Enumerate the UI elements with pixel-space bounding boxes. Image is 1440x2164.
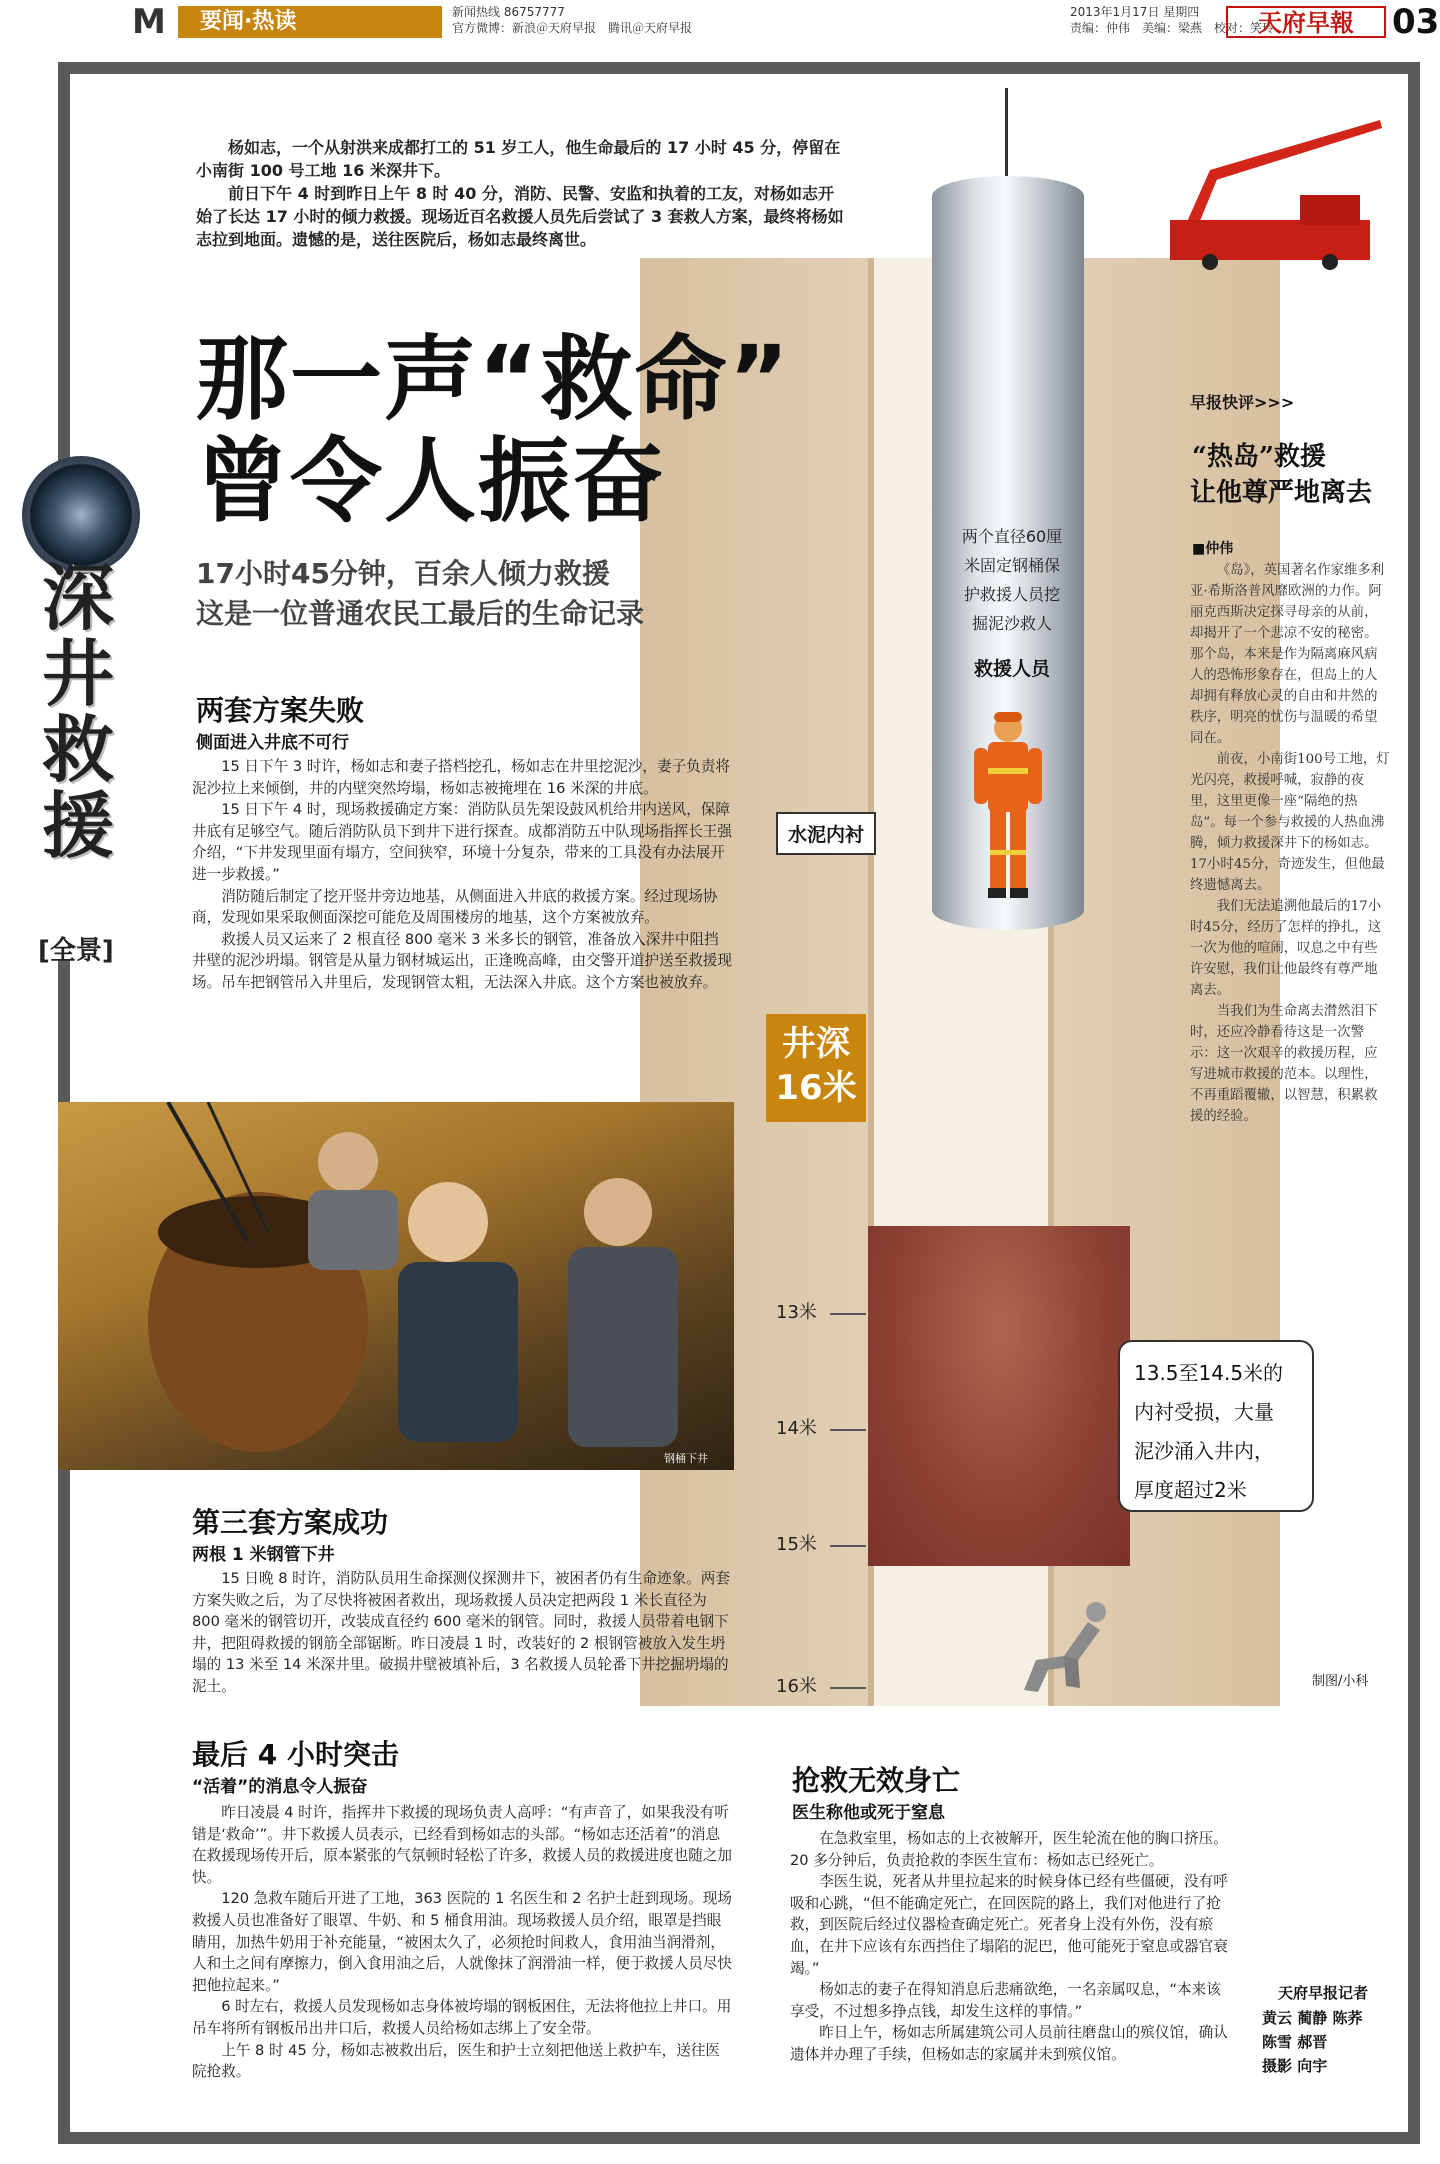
paragraph: 6 时左右，救援人员发现杨如志身体被垮塌的钢板困住，无法将他拉上井口。用吊车将所有钢板吊出井口后，救援人员给杨如志绑上了安全带。 xyxy=(192,1998,732,2037)
topic-tag: [全景] xyxy=(38,936,114,966)
photo-caption: 钢桶下井 xyxy=(664,1452,708,1465)
depth-tick xyxy=(830,1545,866,1547)
frame-right xyxy=(1408,62,1420,2144)
depth-label-line: 16米 xyxy=(775,1068,857,1108)
paragraph: 当我们为生命离去潸然泪下时，还应冷静看待这是一次警示：这一次艰辛的救援历程，应写进城市救援的范本。以理性，不再重蹈覆辙，以智慧，积累救援的经验。 xyxy=(1190,1004,1378,1124)
paragraph: 15 日下午 3 时许，杨如志和妻子搭档挖孔，杨如志在井里挖泥沙，妻子负责将泥沙拉上来倾倒，井的内壁突然垮塌，杨如志被掩埋在 16 米深的井底。 xyxy=(192,758,730,797)
page-header xyxy=(0,0,1440,44)
callout-line: 泥沙涌入井内， xyxy=(1134,1439,1274,1463)
headline-line-2: 曾令人振奋 xyxy=(196,428,667,535)
cylinder-note-line: 米固定钢桶保 xyxy=(963,556,1060,575)
paragraph: 昨日凌晨 4 时许，指挥井下救援的现场负责人高呼：“有声音了，如果我没有听错是‘救命’”。井下救援人员表示，已经看到杨如志的头部。“杨如志还活着”的消息在救援现场传开后，原本紧张的气氛顿时轻松了许多，救援人员的救援进度也随之加快。 xyxy=(192,1804,732,1886)
crane-truck-icon xyxy=(1150,110,1400,270)
intro-text: 杨如志，一个从射洪来成都打工的 51 岁工人，他生命最后的 17 小时 45 分，停留在小南街 100 号工地 16 米深井下。 xyxy=(196,138,841,180)
reporters-label: 天府早报记者 xyxy=(1278,1984,1369,2002)
frame-left xyxy=(58,62,70,462)
section-title: 抢救无效身亡 xyxy=(792,1764,961,1797)
cylinder-note-line: 两个直径60厘 xyxy=(961,527,1063,546)
callout-line: 13.5至14.5米的 xyxy=(1134,1361,1284,1385)
paragraph: 《岛》，英国著名作家维多利亚·希斯洛普风靡欧洲的力作。阿丽克西斯决定探寻母亲的从前，却揭开了一个悲凉不安的秘密。那个岛，本来是作为隔离麻风病人的恐怖形象存在，但岛上的人却拥有释放心灵的自由和井然的秩序，明亮的忧伤与温暖的希望同在。 xyxy=(1190,563,1385,746)
news-hotline: 新闻热线 86757777 xyxy=(452,5,565,19)
section-title: 两套方案失败 xyxy=(196,694,365,727)
collapsed-mud xyxy=(868,1226,1130,1566)
subheadline-line-1: 17小时45分钟，百余人倾力救援 xyxy=(196,557,610,590)
topic-char: 井 xyxy=(41,632,114,716)
crane-cable xyxy=(1005,88,1008,180)
paragraph: 前夜，小南街100号工地，灯光闪亮，救援呼喊，寂静的夜里，这里更像一座“隔绝的热岛”。每一个参与救援的人热血沸腾，倾力救援深井下的杨如志。17小时45分，奇迹发生，但他最终遗憾离去。 xyxy=(1190,752,1390,893)
commentary-title-2: 让他尊严地离去 xyxy=(1190,478,1373,508)
paragraph: 李医生说，死者从井里拉起来的时候身体已经有些僵硬，没有呼吸和心跳，“但不能确定死亡，在回医院的路上，我们对他进行了抢救，到医院后经过仪器检查确定死亡。死者身上没有外伤，没有瘀血，在井下应该有东西挡住了塌陷的泥巴，他可能死于窒息或器官衰竭。” xyxy=(790,1873,1228,1977)
commentary-kicker: 早报快评>>> xyxy=(1190,393,1295,412)
frame-top xyxy=(58,62,1420,74)
depth-mark-16: 16米 xyxy=(776,1676,817,1697)
issue-date: 2013年1月17日 星期四 xyxy=(1070,5,1200,19)
photo-scene-icon xyxy=(58,1102,734,1470)
callout-line: 厚度超过2米 xyxy=(1134,1478,1247,1502)
rescue-photo xyxy=(58,1102,734,1470)
subheadline-line-2: 这是一位普通农民工最后的生命记录 xyxy=(196,597,645,630)
cement-lining-label: 水泥内衬 xyxy=(776,812,876,855)
social-accounts: 官方微博：新浪＠天府早报 腾讯＠天府早报 xyxy=(452,21,693,35)
rescuer-icon xyxy=(968,710,1048,900)
section-subtitle: 医生称他或死于窒息 xyxy=(792,1803,945,1823)
section-body xyxy=(192,1568,732,1698)
photographer-name: 摄影 向宇 xyxy=(1262,2057,1328,2075)
paragraph: 消防随后制定了挖开竖井旁边地基，从侧面进入井底的救援方案。经过现场协商，发现如果采取侧面深挖可能危及周围楼房的地基，这个方案被放弃。 xyxy=(192,887,718,927)
editors-credit: 责编：仲伟 美编：梁燕 校对：笑玲 xyxy=(1070,21,1275,35)
intro-paragraph xyxy=(196,136,846,251)
section-subtitle: 侧面进入井底不可行 xyxy=(196,733,349,753)
depth-tick xyxy=(830,1313,866,1315)
brand-logo: M xyxy=(132,2,166,42)
section-subtitle: 两根 1 米钢管下井 xyxy=(192,1545,335,1565)
paragraph: 我们无法追溯他最后的17小时45分，经历了怎样的挣扎，这一次为他的喧闹，叹息之中有些许安慰，我们让他最终有尊严地离去。 xyxy=(1190,899,1382,998)
cylinder-note-line: 护救援人员挖 xyxy=(963,585,1060,604)
frame-bottom xyxy=(58,2132,1420,2144)
topic-char: 援 xyxy=(41,784,114,868)
graphic-credit: 制图/小科 xyxy=(1312,1674,1369,1689)
commentary-body xyxy=(1190,560,1390,1127)
page-number: 03 xyxy=(1392,2,1440,42)
section-subtitle: “活着”的消息令人振奋 xyxy=(192,1777,368,1797)
paragraph: 杨如志的妻子在得知消息后悲痛欲绝，一名亲属叹息，“本来该享受，不过想多挣点钱，却发生这样的事情。” xyxy=(790,1981,1221,2020)
paragraph: 在急救室里，杨如志的上衣被解开，医生轮流在他的胸口挤压。20 多分钟后，负责抢救的李医生宣布：杨如志已经死亡。 xyxy=(790,1830,1228,1869)
topic-char: 救 xyxy=(41,708,114,792)
reporter-names: 陈雪 郝晋 xyxy=(1262,2033,1328,2051)
topic-title xyxy=(38,556,118,868)
paragraph: 15 日下午 4 时，现场救援确定方案：消防队员先架设鼓风机给井内送风，保障井底有足够空气。随后消防队员下到井下进行探查。成都消防五中队现场指挥长王强介绍，“下井发现里面有塌方，空间狭窄，环境十分复杂，带来的工具没有办法展开进一步救援。” xyxy=(192,801,732,883)
commentary-title-1: “热岛”救援 xyxy=(1192,442,1326,472)
section-body xyxy=(192,756,732,994)
newspaper-masthead: 天府早報 xyxy=(1226,6,1386,38)
section-title: 最后 4 小时突击 xyxy=(192,1738,399,1771)
intro-text: 前日下午 4 时到昨日上午 8 时 40 分，消防、民警、安监和执着的工友，对杨如志开始了长达 17 小时的倾力救援。现场近百名救援人员先后尝试了 3 套救人方案，最终将杨如志拉到地面。遗憾的是，送往医院后，杨如志最终离世。 xyxy=(196,184,844,249)
depth-tick xyxy=(830,1687,866,1689)
headline-line-1: 那一声“救命” xyxy=(196,326,791,433)
commentary-author: ■仲伟 xyxy=(1192,541,1234,557)
paragraph: 120 急救车随后开进了工地，363 医院的 1 名医生和 2 名护士赶到现场。现场救援人员也准备好了眼罩、牛奶、和 5 桶食用油。现场救援人员介绍，眼罩是挡眼睛用，加热牛奶用于补充能量，“被困太久了，必须抢时间救人，食用油当润滑剂，人和土之间有摩擦力，倒入食用油之后，人就像抹了润滑油一样，便于救援人员尽快把他拉起来。” xyxy=(192,1890,732,1994)
paragraph: 上午 8 时 45 分，杨如志被救出后，医生和护士立刻把他送上救护车，送往医院抢救。 xyxy=(192,2041,721,2081)
cylinder-note xyxy=(950,522,1074,638)
cylinder-note-line: 掘泥沙救人 xyxy=(971,614,1052,633)
callout-line: 内衬受损，大量 xyxy=(1134,1400,1274,1424)
section-body xyxy=(790,1828,1230,2066)
well-depth-label xyxy=(766,1014,866,1122)
rescuer-label: 救援人员 xyxy=(973,658,1050,680)
section-body xyxy=(192,1802,732,2083)
paragraph: 救援人员又运来了 2 根直径 800 毫米 3 米多长的钢管，准备放入深井中阻挡井壁的泥沙坍塌。钢管是从量力钢材城运出，正逢晚高峰，由交警开道护送至救援现场。吊车把钢管吊入井里后，发现钢管太粗，无法深入井底。这个方案也被放弃。 xyxy=(192,930,732,991)
depth-tick xyxy=(830,1429,866,1431)
section-title: 第三套方案成功 xyxy=(192,1506,389,1539)
depth-mark-13: 13米 xyxy=(776,1302,817,1323)
paragraph: 昨日上午，杨如志所属建筑公司人员前往磨盘山的殡仪馆，确认遗体并办理了手续，但杨如志的家属并未到殡仪馆。 xyxy=(790,2024,1228,2063)
depth-mark-14: 14米 xyxy=(776,1418,817,1439)
trapped-worker-icon xyxy=(1016,1600,1126,1700)
damage-callout xyxy=(1118,1340,1314,1512)
section-tab[interactable]: 要闻·热读 xyxy=(178,6,442,38)
depth-mark-15: 15米 xyxy=(776,1534,817,1555)
topic-char: 深 xyxy=(41,556,114,640)
depth-label-line: 井深 xyxy=(782,1024,850,1064)
paragraph: 15 日晚 8 时许，消防队员用生命探测仪探测井下，被困者仍有生命迹象。两套方案失败之后，为了尽快将被困者救出，现场救援人员决定把两段 1 米长直径为 800 毫米的钢管切开，改装成直径约 600 毫米的钢管。同时，救援人员带着电钢下井，把阻碍救援的钢筋全部锯断。昨日凌晨 1 时，改装好的 2 根钢管被放入发生坍塌的 13 米至 14 米深井里。破损井壁被填补后，3 名救援人员轮番下井挖掘坍塌的泥土。 xyxy=(192,1570,730,1695)
reporter-names: 黄云 蔺静 陈荞 xyxy=(1262,2009,1363,2027)
